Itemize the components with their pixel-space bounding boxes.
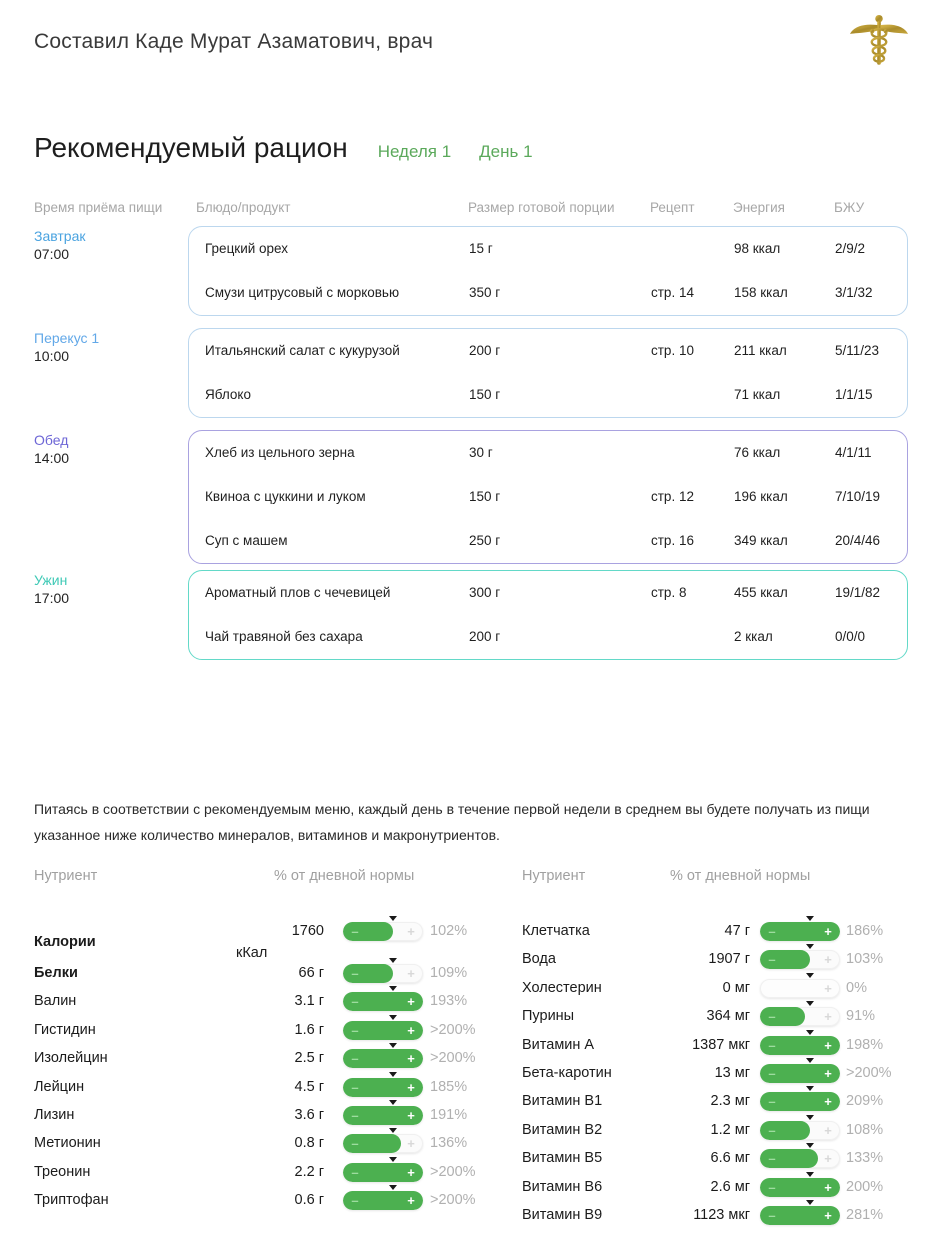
meal-time: 17:00: [34, 590, 70, 606]
nutrient-value: 2.5 г: [294, 1050, 324, 1067]
plus-icon[interactable]: +: [407, 1193, 415, 1209]
minus-icon[interactable]: –: [351, 1051, 359, 1067]
nutrient-value: 2.2 г: [294, 1163, 324, 1180]
slider-fill: [343, 922, 393, 941]
nutrient-slider[interactable]: [343, 1134, 423, 1153]
nutrient-percent: 91%: [846, 1008, 876, 1025]
slider-fill: [343, 1134, 401, 1153]
marker-triangle-icon: [806, 1143, 814, 1148]
minus-icon[interactable]: –: [351, 1079, 359, 1095]
slider-track[interactable]: [343, 964, 423, 983]
marker-triangle-icon: [389, 1157, 397, 1162]
nutrient-slider[interactable]: [343, 1106, 423, 1125]
meal-card: [188, 430, 908, 564]
minus-icon[interactable]: –: [768, 1207, 776, 1223]
minus-icon[interactable]: –: [351, 1164, 359, 1180]
nutrient-value: 1123 мкг: [693, 1206, 750, 1223]
nutrient-slider[interactable]: [760, 922, 840, 941]
nutrient-slider[interactable]: [760, 1007, 840, 1026]
slider-fill: [343, 1049, 423, 1068]
nutrient-name: Витамин B1: [522, 1093, 603, 1110]
plus-icon[interactable]: +: [407, 994, 415, 1010]
meal-name: Перекус 1: [34, 330, 100, 346]
meal-item-energy: 2 ккал: [734, 629, 773, 644]
meal-item-recipe: стр. 16: [651, 533, 694, 548]
nutrient-name: Лизин: [34, 1106, 75, 1123]
nutrient-slider[interactable]: [760, 1064, 840, 1083]
slider-fill: [760, 1007, 805, 1026]
meal-item-energy: 196 ккал: [734, 489, 788, 504]
nutrient-name: Белки: [34, 965, 78, 981]
meal-table-header: [0, 200, 943, 220]
marker-triangle-icon: [389, 1128, 397, 1133]
minus-icon[interactable]: –: [768, 1122, 776, 1138]
minus-icon[interactable]: –: [768, 1065, 776, 1081]
marker-triangle-icon: [389, 1015, 397, 1020]
nutrient-slider[interactable]: [760, 1178, 840, 1197]
slider-track[interactable]: [760, 950, 840, 969]
nutrient-slider[interactable]: [760, 979, 840, 998]
nutrient-name: Триптофан: [34, 1192, 109, 1209]
meal-item-bju: 3/1/32: [835, 285, 873, 300]
meal-item-bju: 1/1/15: [835, 387, 873, 402]
marker-triangle-icon: [806, 973, 814, 978]
nutrient-percent: 133%: [846, 1150, 884, 1167]
nutrient-percent: 0%: [846, 979, 867, 996]
slider-track[interactable]: [343, 1163, 423, 1182]
meal-item-bju: 20/4/46: [835, 533, 881, 548]
slider-track[interactable]: [760, 1178, 840, 1197]
nutrient-percent: >200%: [430, 1050, 476, 1067]
ration-title-row: [34, 132, 533, 164]
nutrient-percent: 193%: [430, 993, 468, 1010]
minus-icon[interactable]: –: [768, 952, 776, 968]
nutrient-percent: >200%: [430, 1021, 476, 1038]
marker-triangle-icon: [806, 1200, 814, 1205]
marker-triangle-icon: [806, 1115, 814, 1120]
meal-name: Обед: [34, 432, 69, 448]
nutrient-percent: >200%: [430, 1163, 476, 1180]
meal-item-portion: 15 г: [469, 241, 493, 256]
marker-triangle-icon: [806, 1001, 814, 1006]
meal-name: Завтрак: [34, 228, 86, 244]
minus-icon[interactable]: [764, 979, 780, 998]
nutrient-name: Валин: [34, 993, 77, 1010]
meal-item-energy: 349 ккал: [734, 533, 788, 548]
slider-fill: [343, 1106, 423, 1125]
minus-icon[interactable]: –: [351, 924, 359, 939]
slider-track[interactable]: [343, 1134, 423, 1153]
meal-item-portion: 150 г: [469, 489, 501, 504]
plus-icon[interactable]: +: [407, 1022, 415, 1038]
slider-track[interactable]: [760, 1064, 840, 1083]
nutrient-value: 3.1 г: [294, 993, 324, 1010]
marker-triangle-icon: [806, 1058, 814, 1063]
nutrient-percent: 191%: [430, 1106, 468, 1123]
document-author: Составил Каде Мурат Азаматович, врач: [34, 30, 434, 53]
nutrient-value: 4.5 г: [294, 1078, 324, 1095]
plus-icon[interactable]: +: [824, 1094, 832, 1110]
plus-icon[interactable]: +: [824, 1037, 832, 1053]
slider-fill: [343, 1163, 423, 1182]
nutrient-value: 0.8 г: [294, 1135, 324, 1152]
slider-track[interactable]: [760, 922, 840, 941]
slider-track[interactable]: [343, 1106, 423, 1125]
nutrient-percent: 136%: [430, 1135, 468, 1152]
nutrient-name: Витамин B5: [522, 1150, 603, 1167]
nutrient-value: 1.6 г: [294, 1021, 324, 1038]
nutrient-name: Пурины: [522, 1008, 575, 1025]
meal-item-dish: Хлеб из цельного зерна: [205, 445, 355, 460]
meal-item-portion: 30 г: [469, 445, 493, 460]
nutrient-name: Вода: [522, 951, 556, 968]
nutrient-slider[interactable]: [760, 1121, 840, 1140]
nutrient-name: Треонин: [34, 1163, 91, 1180]
slider-fill: [760, 1206, 840, 1225]
meal-item-dish: Квиноа с цуккини и луком: [205, 489, 366, 504]
marker-triangle-icon: [389, 1043, 397, 1048]
nutrient-value: 0.6 г: [294, 1192, 324, 1209]
meal-item-row[interactable]: [189, 227, 907, 271]
nutrient-slider[interactable]: [343, 1021, 423, 1040]
meal-item-energy: 158 ккал: [734, 285, 788, 300]
nutrient-percent: 109%: [430, 965, 468, 981]
meal-item-row[interactable]: [189, 431, 907, 475]
slider-fill: [760, 1036, 840, 1055]
slider-fill: [760, 1121, 810, 1140]
nutrient-value: 3.6 г: [294, 1106, 324, 1123]
meal-item-dish: Чай травяной без сахара: [205, 629, 363, 644]
plus-icon[interactable]: +: [824, 1065, 832, 1081]
nutrient-name: Холестерин: [522, 979, 602, 996]
plus-icon[interactable]: +: [407, 1079, 415, 1095]
plus-icon[interactable]: +: [407, 1107, 415, 1123]
meal-item-row[interactable]: [189, 373, 907, 417]
meal-item-row[interactable]: [189, 519, 907, 563]
nutrient-slider[interactable]: [343, 1049, 423, 1068]
nutrient-name: Витамин B2: [522, 1121, 603, 1138]
minus-icon[interactable]: –: [351, 994, 359, 1010]
marker-triangle-icon: [806, 1030, 814, 1035]
slider-fill: [343, 1021, 423, 1040]
slider-track[interactable]: [343, 922, 423, 941]
meal-item-row[interactable]: [189, 475, 907, 519]
meal-item-portion: 300 г: [469, 585, 501, 600]
meal-time: 10:00: [34, 348, 70, 364]
marker-triangle-icon: [806, 1086, 814, 1091]
nutrient-slider[interactable]: [343, 1191, 423, 1210]
nutrient-name: Метионин: [34, 1135, 101, 1152]
meal-item-recipe: стр. 14: [651, 285, 694, 300]
nutrient-value: 2.6 мг: [710, 1178, 750, 1195]
nutrient-percent: 281%: [846, 1206, 884, 1223]
plus-icon[interactable]: +: [824, 1207, 832, 1223]
meal-item-row[interactable]: [189, 615, 907, 659]
nutrient-percent: 209%: [846, 1093, 884, 1110]
plus-icon[interactable]: +: [824, 1151, 832, 1167]
meal-item-energy: 455 ккал: [734, 585, 788, 600]
marker-triangle-icon: [806, 916, 814, 921]
meal-item-bju: 0/0/0: [835, 629, 866, 644]
slider-fill: [760, 922, 840, 941]
col-header-dish: Блюдо/продукт: [196, 200, 291, 215]
nutrient-value: 0 мг: [722, 979, 750, 996]
meal-item-bju: 2/9/2: [835, 241, 866, 256]
meal-item-energy: 76 ккал: [734, 445, 781, 460]
meal-item-portion: 350 г: [469, 285, 501, 300]
nutrient-percent: 108%: [846, 1121, 884, 1138]
slider-track[interactable]: [760, 1121, 840, 1140]
nutrient-percent: >200%: [846, 1064, 892, 1081]
slider-fill: [343, 964, 393, 983]
plus-icon[interactable]: +: [824, 980, 832, 996]
meal-label: [34, 330, 184, 365]
meal-item-bju: 19/1/82: [835, 585, 881, 600]
slider-fill: [760, 1149, 818, 1168]
nutrient-slider[interactable]: [343, 992, 423, 1011]
day-selector[interactable]: День 1: [479, 142, 533, 161]
meal-item-row[interactable]: [189, 571, 907, 615]
meal-item-dish: Смузи цитрусовый с морковью: [205, 285, 400, 300]
nutrient-name: Лейцин: [34, 1078, 85, 1095]
page-title: Рекомендуемый рацион: [34, 132, 348, 163]
slider-track[interactable]: [760, 1149, 840, 1168]
week-selector[interactable]: Неделя 1: [377, 142, 452, 161]
marker-triangle-icon: [389, 986, 397, 991]
slider-track[interactable]: [343, 1078, 423, 1097]
nutrient-value-unit: кКал: [236, 945, 268, 961]
plus-icon[interactable]: +: [824, 952, 832, 968]
minus-icon[interactable]: –: [768, 1151, 776, 1167]
meal-item-dish: Яблоко: [205, 387, 251, 402]
nutrient-value: 6.6 мг: [710, 1150, 750, 1167]
slider-fill: [760, 1092, 840, 1111]
meal-item-recipe: стр. 12: [651, 489, 694, 504]
col-header-recipe: Рецепт: [650, 200, 695, 215]
col-header-portion: Размер готовой порции: [468, 200, 615, 215]
nutrient-slider[interactable]: [760, 1036, 840, 1055]
meal-name: Ужин: [34, 572, 68, 588]
meal-item-dish: Суп с машем: [205, 533, 288, 548]
nutrient-name: Изолейцин: [34, 1050, 108, 1067]
plus-icon[interactable]: +: [407, 966, 415, 981]
minus-icon[interactable]: –: [351, 1022, 359, 1038]
meal-item-portion: 200 г: [469, 343, 501, 358]
slider-track[interactable]: [760, 1092, 840, 1111]
plus-icon[interactable]: +: [824, 1179, 832, 1195]
plus-icon[interactable]: +: [824, 1009, 832, 1025]
plus-icon[interactable]: +: [824, 924, 832, 939]
slider-track[interactable]: [343, 1049, 423, 1068]
meal-item-bju: 5/11/23: [835, 343, 880, 358]
nutrient-value: 1907 г: [708, 951, 750, 968]
meal-item-portion: 250 г: [469, 533, 501, 548]
minus-icon[interactable]: –: [768, 1094, 776, 1110]
meal-item-energy: 98 ккал: [734, 241, 781, 256]
meal-item-recipe: стр. 8: [651, 585, 687, 600]
meal-item-row[interactable]: [189, 271, 907, 315]
minus-icon[interactable]: –: [351, 1107, 359, 1123]
slider-track[interactable]: [760, 1206, 840, 1225]
meal-item-bju: 4/1/11: [835, 445, 872, 460]
minus-icon[interactable]: –: [768, 1179, 776, 1195]
meal-item-dish: Итальянский салат с кукурузой: [205, 343, 400, 358]
nutrient-percent: >200%: [430, 1192, 476, 1209]
slider-track[interactable]: [760, 1007, 840, 1026]
nutrient-value: 1387 мкг: [692, 1036, 750, 1053]
nutrient-slider[interactable]: [343, 922, 423, 941]
nutrient-percent: 185%: [430, 1078, 468, 1095]
marker-triangle-icon: [389, 1100, 397, 1105]
meal-item-portion: 150 г: [469, 387, 501, 402]
nutrient-name: Витамин B6: [522, 1178, 603, 1195]
nutrient-percent: 200%: [846, 1178, 884, 1195]
nutrient-slider[interactable]: [343, 1163, 423, 1182]
marker-triangle-icon: [389, 1185, 397, 1190]
nutrient-percent: 103%: [846, 951, 884, 968]
slider-track[interactable]: [343, 1191, 423, 1210]
minus-icon[interactable]: –: [768, 1037, 776, 1053]
plus-icon[interactable]: +: [407, 1164, 415, 1180]
caduceus-icon: [848, 10, 910, 72]
marker-triangle-icon: [389, 958, 397, 963]
meal-item-energy: 211 ккал: [734, 343, 787, 358]
marker-triangle-icon: [806, 1172, 814, 1177]
plus-icon[interactable]: +: [407, 1136, 415, 1152]
nutrient-slider[interactable]: [343, 964, 423, 983]
minus-icon[interactable]: –: [768, 924, 776, 939]
minus-icon[interactable]: –: [351, 966, 359, 981]
slider-fill: [343, 1078, 423, 1097]
meal-label: [34, 432, 184, 467]
slider-track[interactable]: [760, 1036, 840, 1055]
nutrient-value: 13 мг: [714, 1064, 750, 1081]
slider-track[interactable]: [760, 979, 840, 998]
nutrient-slider[interactable]: [760, 1206, 840, 1225]
nutrient-value: 66 г: [298, 965, 324, 981]
col-header-time: Время приёма пищи: [34, 200, 163, 215]
nutrient-percent: 198%: [846, 1036, 884, 1053]
meal-label: [34, 228, 184, 263]
minus-icon[interactable]: –: [351, 1136, 359, 1152]
nutrient-value: 47 г: [724, 923, 750, 939]
nutrient-name: Витамин B9: [522, 1206, 603, 1223]
slider-fill: [760, 950, 810, 969]
nutrient-value: 1.2 мг: [710, 1121, 750, 1138]
marker-triangle-icon: [389, 916, 397, 921]
nutrient-slider[interactable]: [760, 1092, 840, 1111]
meal-item-row[interactable]: [189, 329, 907, 373]
nutrient-name: Витамин A: [522, 1036, 595, 1053]
meal-item-portion: 200 г: [469, 629, 501, 644]
document-header: [0, 0, 943, 100]
slider-fill: [760, 1178, 840, 1197]
slider-fill: [343, 1191, 423, 1210]
nutrient-name: Клетчатка: [522, 923, 590, 939]
nutrient-value: 2.3 мг: [710, 1093, 750, 1110]
meal-item-energy: 71 ккал: [734, 387, 781, 402]
meal-card: [188, 570, 908, 660]
nutrient-value: 1760: [291, 923, 324, 939]
plus-icon[interactable]: +: [824, 1122, 832, 1138]
meal-card: [188, 226, 908, 316]
meal-time: 07:00: [34, 246, 70, 262]
nutrient-percent: 186%: [846, 923, 884, 939]
nutrient-slider[interactable]: [760, 1149, 840, 1168]
meal-item-recipe: стр. 10: [651, 343, 694, 358]
meal-item-bju: 7/10/19: [835, 489, 881, 504]
col-header-bju: БЖУ: [834, 200, 865, 215]
nutrient-name: Гистидин: [34, 1021, 96, 1038]
slider-track[interactable]: [343, 992, 423, 1011]
meal-item-dish: Грецкий орех: [205, 241, 289, 256]
minus-icon[interactable]: –: [768, 1009, 776, 1025]
meal-item-dish: Ароматный плов с чечевицей: [205, 585, 391, 600]
slider-fill: [343, 992, 423, 1011]
summary-paragraph: Питаясь в соответствии с рекомендуемым меню, каждый день в течение первой недели в среднем вы будете получать из пищи указанное ниже количество минералов, витаминов и макронутриентов.: [34, 801, 870, 843]
nutrient-col-header-name-right: Нутриент: [522, 868, 586, 884]
meal-card: [188, 328, 908, 418]
nutrient-col-header-name-left: Нутриент: [34, 868, 98, 884]
marker-triangle-icon: [389, 1072, 397, 1077]
nutrient-name: Калории: [34, 934, 96, 950]
plus-icon[interactable]: +: [407, 924, 415, 939]
nutrient-slider[interactable]: [760, 950, 840, 969]
slider-fill: [760, 1064, 840, 1083]
nutrient-percent: 102%: [430, 923, 468, 939]
nutrient-slider[interactable]: [343, 1078, 423, 1097]
col-header-energy: Энергия: [733, 200, 785, 215]
nutrient-col-header-pct-right: % от дневной нормы: [670, 868, 811, 884]
marker-triangle-icon: [806, 944, 814, 949]
plus-icon[interactable]: +: [407, 1051, 415, 1067]
slider-track[interactable]: [343, 1021, 423, 1040]
nutrient-name: Бета-каротин: [522, 1064, 612, 1081]
meal-time: 14:00: [34, 450, 70, 466]
nutrient-value: 364 мг: [706, 1008, 750, 1025]
meal-label: [34, 572, 184, 607]
nutrient-col-header-pct-left: % от дневной нормы: [274, 868, 415, 884]
minus-icon[interactable]: –: [351, 1193, 359, 1209]
